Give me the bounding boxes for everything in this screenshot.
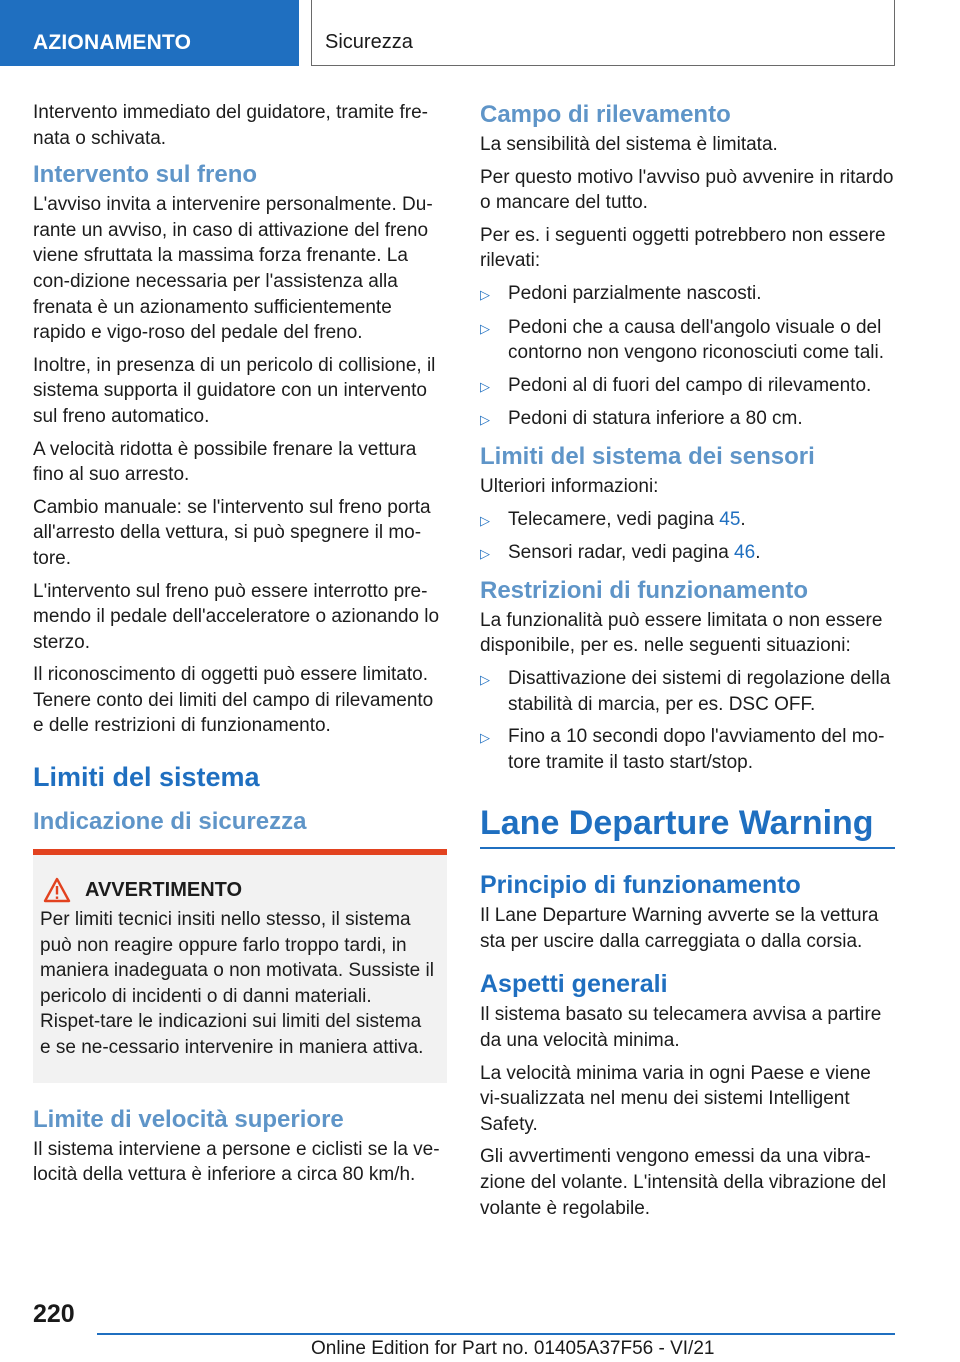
heading-intervento-freno: Intervento sul freno [33, 161, 258, 189]
restrizioni-list [480, 666, 895, 775]
list-item: ▷ Fino a 10 secondi dopo l'avviamento del mo-tore tramite il tasto start/stop. [480, 724, 895, 775]
paragraph: La sensibilità del sistema è limitata. [480, 134, 778, 155]
paragraph: Il sistema basato su telecamera avvisa a partire da una velocità minima. [480, 1004, 882, 1052]
list-item: ▷ Telecamere, vedi pagina 45. [480, 507, 895, 534]
paragraph: Intervento immediato del guidatore, tramite fre-nata o schivata. [33, 102, 428, 149]
heading-limiti-sensori: Limiti del sistema dei sensori [480, 442, 815, 470]
heading-campo-rilevamento: Campo di rilevamento [480, 101, 731, 128]
left-column [33, 100, 447, 1195]
list-item: ▷ Pedoni di statura inferiore a 80 cm. [480, 406, 895, 433]
list-item: ▷ Disattivazione dei sistemi di regolazione della stabilità di marcia, per es. DSC OFF. [480, 666, 895, 717]
page-link-radar[interactable]: 46 [734, 542, 756, 564]
warning-triangle-icon [43, 877, 71, 903]
paragraph: Ulteriori informazioni: [480, 475, 659, 497]
list-item: ▷ Pedoni che a causa dell'angolo visuale o del contorno non vengono riconosciuti come tali. [480, 315, 895, 366]
paragraph: L'intervento sul freno può essere interrotto pre-mendo il pedale dell'acceleratore o azionando lo sterzo. [33, 580, 440, 653]
paragraph: Cambio manuale: se l'intervento sul freno porta all'arresto della vettura, si può spegnere il mo-tore. [33, 496, 431, 569]
footer-divider [97, 1333, 895, 1335]
heading-lane-departure-warning: Lane Departure Warning [480, 803, 895, 849]
paragraph: A velocità ridotta è possibile frenare la vettura fino al suo arresto. [33, 438, 417, 486]
triangle-bullet-icon: ▷ [480, 512, 490, 528]
heading-aspetti-generali: Aspetti generali [480, 970, 668, 999]
paragraph: Per es. i seguenti oggetti potrebbero non essere rilevati: [480, 224, 886, 272]
triangle-bullet-icon: ▷ [480, 671, 490, 687]
paragraph: Il riconoscimento di oggetti può essere limitato. Tenere conto dei limiti del campo di rilevamento e delle restrizioni di funzionamento. [33, 664, 434, 737]
page-link-telecamere[interactable]: 45 [719, 508, 741, 530]
triangle-bullet-icon: ▷ [480, 546, 490, 562]
heading-restrizioni: Restrizioni di funzionamento [480, 576, 808, 604]
warning-text: Per limiti tecnici insiti nello stesso, il sistema può non reagire oppure farlo troppo tardi, in maniera inadeguata o non motivata. Sussiste il pericolo di incidenti o di danni materiali. Rispet-tare le indicazioni sui limiti del sistema e se ne-cessario intervenire in maniera attiva. [40, 909, 434, 1059]
warning-header [43, 877, 437, 903]
paragraph: Gli avvertimenti vengono emessi da una vibra-zione del volante. L'intensità della vibrazione del volante è regolabile. [480, 1146, 887, 1219]
right-column [480, 100, 895, 1228]
section-title: Sicurezza [325, 31, 413, 53]
paragraph: La funzionalità può essere limitata o non essere disponibile, per es. nelle seguenti situazioni: [480, 609, 883, 657]
paragraph: La velocità minima varia in ogni Paese e viene vi-sualizzata nel menu dei sistemi Intelligent Safety. [480, 1062, 871, 1135]
paragraph: Inoltre, in presenza di un pericolo di collisione, il sistema supporta il guidatore con un intervento sul freno automatico. [33, 354, 436, 427]
list-item: ▷ Pedoni parzialmente nascosti. [480, 281, 895, 308]
sensori-list [480, 507, 895, 567]
heading-limiti-sistema: Limiti del sistema [33, 762, 260, 793]
warning-title: AVVERTIMENTO [85, 878, 243, 901]
heading-limite-velocita: Limite di velocità superiore [33, 1105, 344, 1133]
paragraph: Per questo motivo l'avviso può avvenire in ritardo o mancare del tutto. [480, 166, 894, 214]
footer-edition: Online Edition for Part no. 01405A37F56 - VI/21 [311, 1338, 715, 1359]
paragraph: Il Lane Departure Warning avverte se la vettura sta per uscire dalla carreggiata o dalla corsia. [480, 905, 879, 952]
triangle-bullet-icon: ▷ [480, 286, 490, 302]
list-item: ▷ Pedoni al di fuori del campo di rilevamento. [480, 373, 895, 400]
triangle-bullet-icon: ▷ [480, 730, 490, 746]
heading-indicazione-sicurezza: Indicazione di sicurezza [33, 808, 307, 836]
paragraph: Il sistema interviene a persone e ciclisti se la ve-locità della vettura è inferiore a circa 80 km/h. [33, 1138, 440, 1186]
warning-box [33, 849, 447, 1083]
triangle-bullet-icon: ▷ [480, 378, 490, 394]
paragraph: L'avviso invita a intervenire personalmente. Du-rante un avviso, in caso di attivazione del freno viene sfruttata la massima forza frenante. La con-dizione necessaria per l'assistenza alla frenata è un azionamento sufficientemente rapido e vigo-roso del pedale del freno. [33, 194, 433, 344]
triangle-bullet-icon: ▷ [480, 320, 490, 336]
chapter-title: AZIONAMENTO [33, 31, 192, 54]
campo-list [480, 281, 895, 433]
list-item: ▷ Sensori radar, vedi pagina 46. [480, 540, 895, 567]
heading-principio: Principio di funzionamento [480, 871, 801, 900]
triangle-bullet-icon: ▷ [480, 412, 490, 428]
page-number: 220 [33, 1300, 75, 1328]
chapter-tab [0, 0, 299, 66]
